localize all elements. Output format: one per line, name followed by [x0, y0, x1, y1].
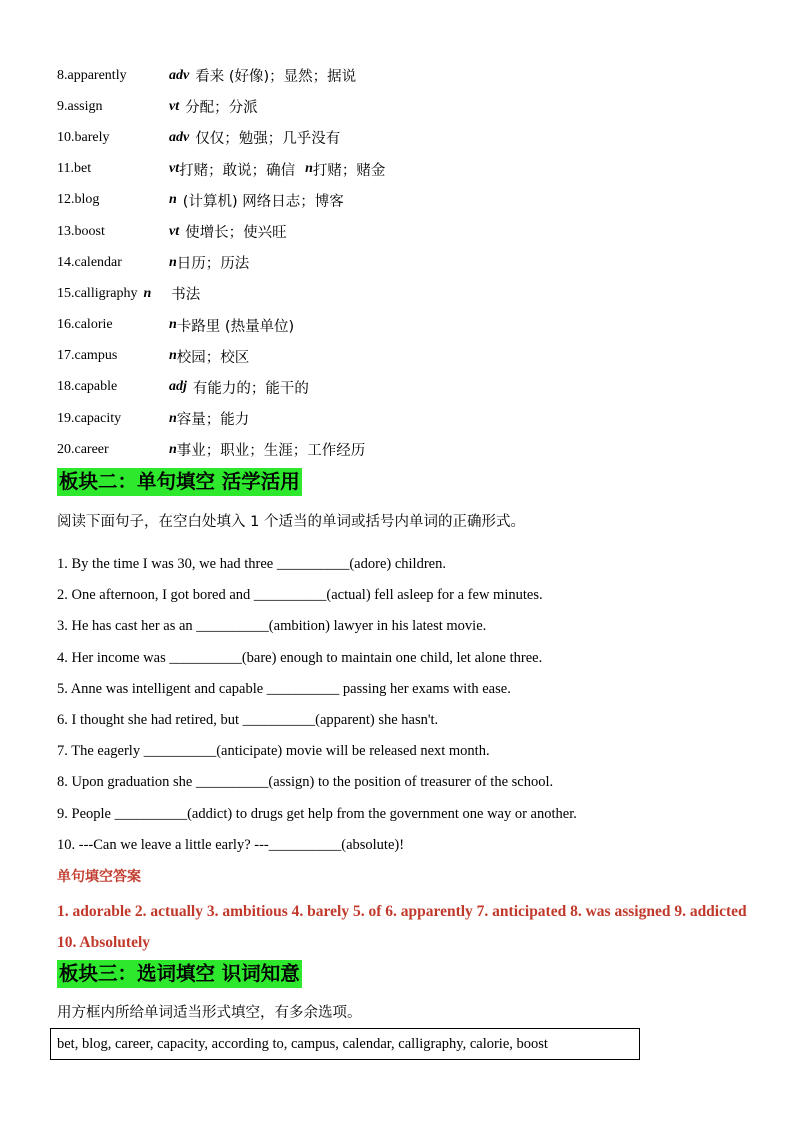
vocab-definition: 仅仅；勉强；几乎没有	[195, 131, 341, 148]
vocab-word: 10.barely	[57, 129, 110, 145]
question-item: 8. Upon graduation she __________(assign) to the position of treasurer of the school.	[57, 774, 554, 791]
vocab-item	[57, 310, 757, 341]
vocab-word: 14.calendar	[57, 254, 122, 270]
vocab-definition: (计算机) 网络日志；博客	[182, 193, 344, 210]
vocab-item	[57, 60, 757, 91]
vocab-item	[57, 122, 757, 153]
vocab-definition: 校园；校区	[176, 349, 250, 366]
vocab-definition: 事业；职业；生涯；工作经历	[176, 443, 366, 460]
vocab-item	[57, 372, 757, 403]
part-of-speech: n	[169, 192, 177, 208]
vocab-definition: 有能力的；能干的	[192, 380, 309, 397]
vocab-word: 8.apparently	[57, 67, 127, 83]
question-item: 1. By the time I was 30, we had three __________(adore) children.	[57, 556, 446, 573]
vocabulary-list	[57, 60, 757, 465]
vocab-item	[57, 278, 757, 309]
vocab-definition: 容量；能力	[176, 412, 250, 429]
vocab-item	[57, 434, 757, 465]
part-of-speech: n	[169, 441, 177, 457]
vocab-item	[57, 403, 757, 434]
question-list	[57, 549, 767, 861]
question-item: 5. Anne was intelligent and capable __________ passing her exams with ease.	[57, 680, 511, 697]
part-of-speech: vt	[169, 98, 180, 114]
vocab-word: 11.bet	[57, 161, 92, 177]
part-of-speech: n	[143, 285, 152, 301]
vocab-word: 19.capacity	[57, 410, 122, 426]
vocab-item	[57, 341, 757, 372]
vocab-definition: 日历；历法	[176, 256, 250, 273]
vocab-definition: 卡路里 (热量单位)	[176, 318, 295, 335]
word-bank-box: bet, blog, career, capacity, according to, campus, calendar, calligraphy, calorie, boost	[50, 1028, 640, 1060]
answer-key-text: 1. adorable 2. actually 3. ambitious 4. barely 5. of 6. apparently 7. anticipated 8. was assigned 9. addicted 10. Absolutely	[57, 903, 747, 951]
section-3-heading: 板块三：选词填空 识词知意	[57, 960, 302, 988]
question-item: 3. He has cast her as an __________(ambition) lawyer in his latest movie.	[57, 618, 487, 635]
part-of-speech: n	[169, 348, 177, 364]
question-item: 4. Her income was __________(bare) enough to maintain one child, let alone three.	[57, 649, 543, 666]
vocab-definition: 看来 (好像)；显然；据说	[195, 69, 357, 86]
vocab-item	[57, 185, 757, 216]
part-of-speech: adv	[169, 67, 190, 83]
question-item: 10. ---Can we leave a little early? ---__________(absolute)!	[57, 836, 405, 853]
question-item: 9. People __________(addict) to drugs get help from the government one way or another.	[57, 805, 577, 822]
vocab-word: 9.assign	[57, 98, 103, 114]
part-of-speech: vt	[169, 223, 180, 239]
vocab-item	[57, 91, 757, 122]
vocab-definition: 使增长；使兴旺	[185, 225, 287, 242]
vocab-word: 15.calligraphy	[57, 285, 138, 301]
vocab-word: 20.career	[57, 441, 109, 457]
vocab-item	[57, 247, 757, 278]
part-of-speech: vt	[169, 161, 180, 177]
vocab-definition-2: 打赌；赌金	[312, 162, 386, 179]
vocab-word: 12.blog	[57, 192, 100, 208]
part-of-speech: adv	[169, 129, 190, 145]
section-3-instruction: 用方框内所给单词适当形式填空，有多余选项。	[57, 1005, 362, 1021]
vocab-item	[57, 216, 757, 247]
vocab-word: 16.calorie	[57, 317, 113, 333]
section-2-instruction: 阅读下面句子，在空白处填入 1 个适当的单词或括号内单词的正确形式。	[57, 514, 525, 530]
part-of-speech: n	[169, 410, 177, 426]
vocab-definition: 书法	[171, 287, 201, 304]
section-2-heading: 板块二：单句填空 活学活用	[57, 468, 302, 496]
part-of-speech: n	[169, 254, 177, 270]
vocab-word: 13.boost	[57, 223, 105, 239]
part-of-speech-2: n	[305, 161, 313, 177]
question-item: 6. I thought she had retired, but __________(apparent) she hasn't.	[57, 712, 439, 729]
part-of-speech: adj	[169, 379, 187, 395]
part-of-speech: n	[169, 317, 177, 333]
question-item: 2. One afternoon, I got bored and __________(actual) fell asleep for a few minutes.	[57, 587, 543, 604]
vocab-definition: 分配；分派	[185, 100, 258, 117]
vocab-word: 18.capable	[57, 379, 118, 395]
answer-key-title: 单句填空答案	[57, 869, 141, 885]
vocab-definition: 打赌；敢说；确信	[179, 162, 296, 179]
vocab-word: 17.campus	[57, 348, 118, 364]
question-item: 7. The eagerly __________(anticipate) movie will be released next month.	[57, 743, 490, 760]
vocab-item	[57, 154, 757, 185]
